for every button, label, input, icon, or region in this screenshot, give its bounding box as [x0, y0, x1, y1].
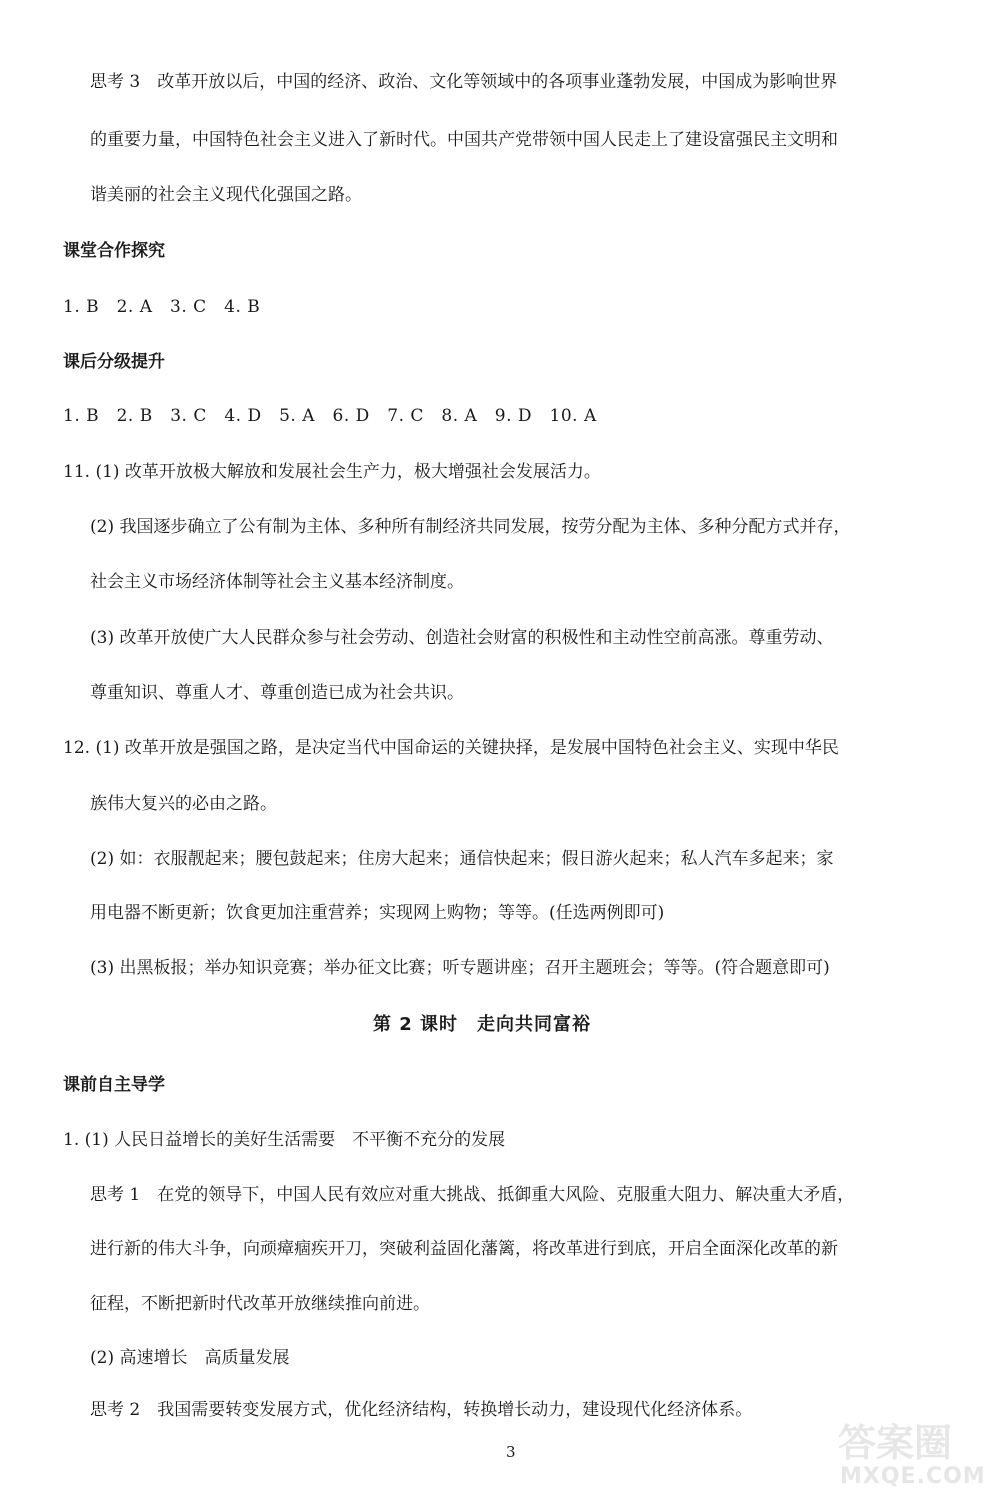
paragraph-line: 社会主义市场经济体制等社会主义基本经济制度。 — [90, 572, 464, 592]
paragraph-line: 思考 1 在党的领导下，中国人民有效应对重大挑战、抵御重大风险、克服重大阻力、解决重大矛盾， — [90, 1185, 855, 1205]
paragraph-line: 征程，不断把新时代改革开放继续推向前进。 — [90, 1294, 430, 1314]
question-answer: (2) 我国逐步确立了公有制为主体、多种所有制经济共同发展，按劳分配为主体、多种分配方式并存， — [90, 517, 851, 537]
paragraph-line: 用电器不断更新；饮食更加注重营养；实现网上购物；等等。(任选两例即可) — [90, 903, 665, 923]
paragraph-line: 思考 2 我国需要转变发展方式，优化经济结构，转换增长动力，建设现代化经济体系。 — [90, 1400, 753, 1420]
paragraph-line: 的重要力量，中国特色社会主义进入了新时代。中国共产党带领中国人民走上了建设富强民主文明和 — [90, 130, 838, 150]
paragraph-line: 思考 3 改革开放以后，中国的经济、政治、文化等领域中的各项事业蓬勃发展，中国成为影响世界 — [90, 72, 838, 92]
question-answer: 11. (1) 改革开放极大解放和发展社会生产力，极大增强社会发展活力。 — [63, 462, 601, 482]
section-heading: 课后分级提升 — [63, 352, 165, 372]
paragraph-line: 进行新的伟大斗争，向顽瘴痼疾开刀，突破利益固化藩篱，将改革进行到底，开启全面深化改革的新 — [90, 1239, 838, 1259]
question-answer: (3) 改革开放使广大人民群众参与社会劳动、创造社会财富的积极性和主动性空前高涨。尊重劳动、 — [90, 628, 834, 648]
paragraph-line: 族伟大复兴的必由之路。 — [90, 794, 277, 814]
page-number: 3 — [506, 1443, 516, 1461]
question-answer: 12. (1) 改革开放是强国之路，是决定当代中国命运的关键抉择，是发展中国特色社会主义、实现中华民 — [63, 738, 839, 758]
lesson-title: 第 2 课时 走向共同富裕 — [373, 1014, 592, 1035]
question-answer: (3) 出黑板报；举办知识竞赛；举办征文比赛；听专题讲座；召开主题班会；等等。(符合题意即可) — [90, 958, 830, 978]
question-answer: 1. (1) 人民日益增长的美好生活需要 不平衡不充分的发展 — [63, 1130, 506, 1150]
section-heading: 课堂合作探究 — [63, 241, 165, 261]
paragraph-line: 尊重知识、尊重人才、尊重创造已成为社会共识。 — [90, 683, 464, 703]
watermark-text: 答案圈 — [838, 1421, 953, 1465]
paragraph-line: 谐美丽的社会主义现代化强国之路。 — [90, 185, 362, 205]
question-answer: (2) 如：衣服靓起来；腰包鼓起来；住房大起来；通信快起来；假日游火起来；私人汽车多起来；家 — [90, 849, 834, 869]
watermark-logo — [830, 1410, 990, 1498]
answer-line: 1. B 2. B 3. C 4. D 5. A 6. D 7. C 8. A 9. D 10. A — [63, 406, 597, 426]
watermark-url: MXQE.COM — [840, 1464, 986, 1489]
question-answer: (2) 高速增长 高质量发展 — [90, 1348, 290, 1368]
answer-line: 1. B 2. A 3. C 4. B — [63, 297, 261, 317]
section-heading: 课前自主导学 — [63, 1075, 165, 1095]
